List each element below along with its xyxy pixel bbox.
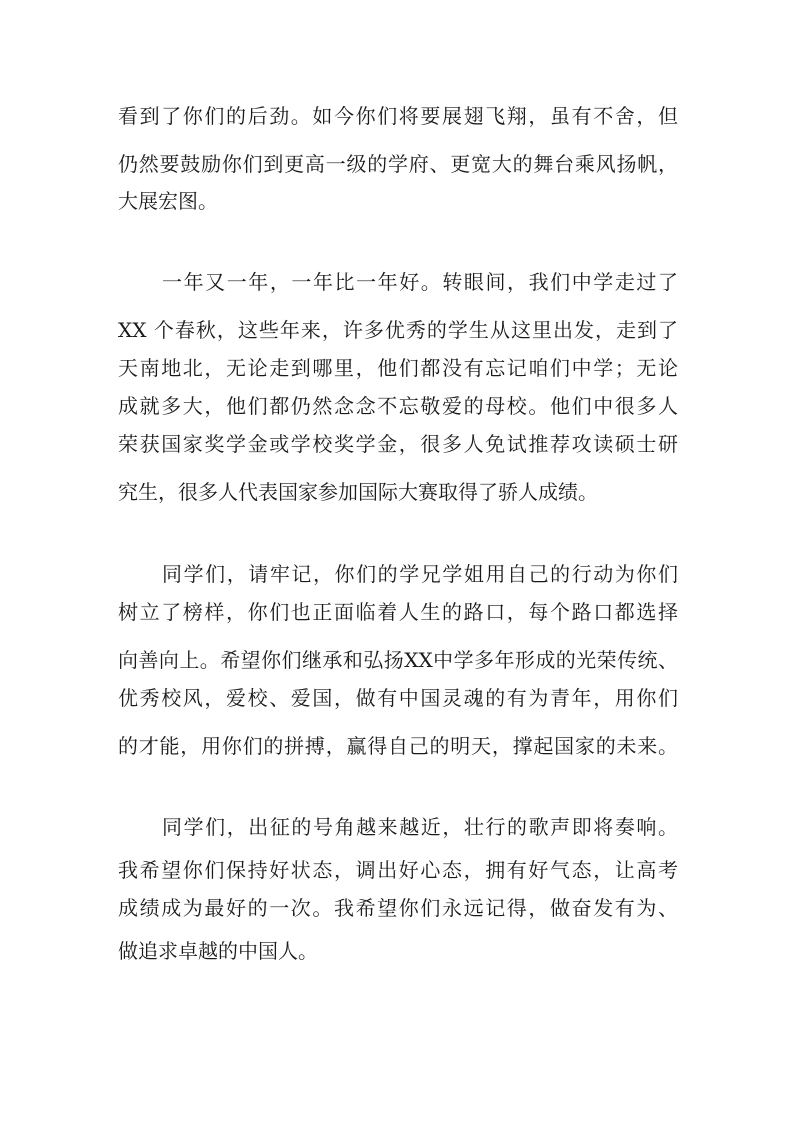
paragraph-3-line-2: 树立了榜样，你们也正面临着人生的路口，每个路口都选择 bbox=[118, 600, 678, 624]
paragraph-3-line-5: 的才能，用你们的拼搏，赢得自己的明天，撑起国家的未来。 bbox=[118, 734, 678, 758]
paragraph-1-line-3: 大展宏图。 bbox=[118, 189, 218, 213]
paragraph-2-line-1: 一年又一年，一年比一年好。转眼间，我们中学走过了 bbox=[162, 270, 678, 294]
paragraph-4-line-4: 做追求卓越的中国人。 bbox=[118, 939, 318, 963]
paragraph-2-line-4: 成就多大，他们都仍然念念不忘敬爱的母校。他们中很多人 bbox=[118, 394, 678, 418]
paragraph-4-line-3: 成绩成为最好的一次。我希望你们永远记得，做奋发有为、 bbox=[118, 896, 678, 920]
paragraph-4-line-2: 我希望你们保持好状态，调出好心态，拥有好气态，让高考 bbox=[118, 858, 678, 882]
paragraph-2-line-2: XX 个春秋，这些年来，许多优秀的学生从这里出发，走到了 bbox=[118, 318, 678, 342]
paragraph-2-line-6: 究生，很多人代表国家参加国际大赛取得了骄人成绩。 bbox=[118, 480, 598, 504]
paragraph-3-line-4: 优秀校风，爱校、爱国，做有中国灵魂的有为青年，用你们 bbox=[118, 686, 678, 710]
paragraph-2-line-3: 天南地北，无论走到哪里，他们都没有忘记咱们中学；无论 bbox=[118, 356, 678, 380]
paragraph-4-line-1: 同学们，出征的号角越来越近，壮行的歌声即将奏响。 bbox=[162, 815, 678, 839]
paragraph-1-line-2: 仍然要鼓励你们到更高一级的学府、更宽大的舞台乘风扬帆， bbox=[118, 152, 678, 176]
paragraph-1-line-1: 看到了你们的后劲。如今你们将要展翅飞翔，虽有不舍，但 bbox=[118, 104, 678, 128]
paragraph-2-line-5: 荣获国家奖学金或学校奖学金，很多人免试推荐攻读硕士研 bbox=[118, 432, 678, 456]
paragraph-3-line-3: 向善向上。希望你们继承和弘扬XX中学多年形成的光荣传统、 bbox=[118, 648, 678, 672]
paragraph-3-line-1: 同学们，请牢记，你们的学兄学姐用自己的行动为你们 bbox=[162, 562, 678, 586]
